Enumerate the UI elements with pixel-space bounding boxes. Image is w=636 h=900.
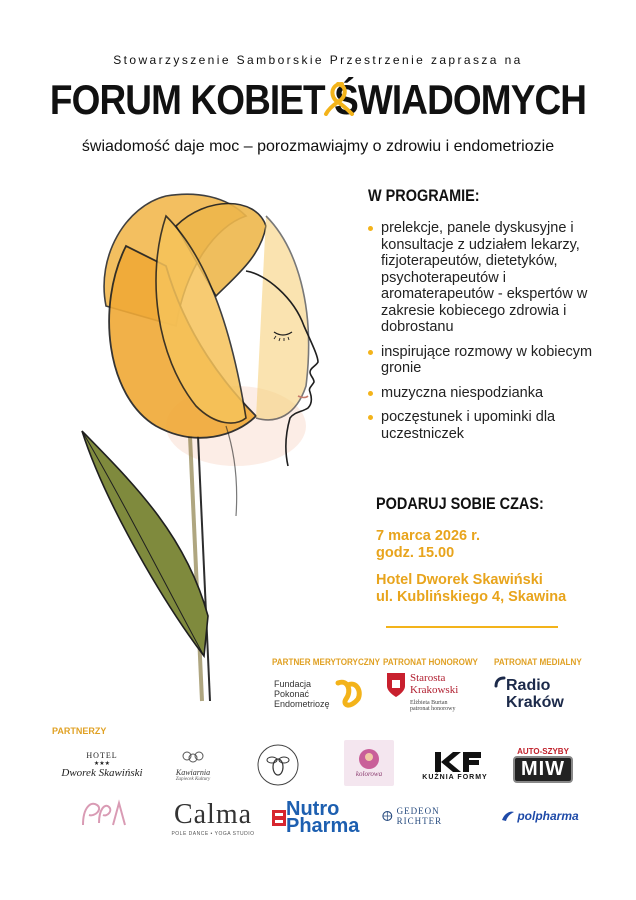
fundacja-logo — [274, 672, 364, 716]
event-heading: PODARUJ SOBIE CZAS: — [376, 494, 544, 513]
starosta-line: Krakowski — [410, 684, 459, 696]
gedeon-richter-logo — [382, 804, 478, 828]
miw-top: AUTO-SZYBY — [517, 747, 569, 756]
program-heading: W PROGRAMIE: — [368, 186, 480, 205]
kf-caption: KUŹNIA FORMY — [422, 773, 488, 781]
event-details — [376, 494, 616, 606]
hotel-name: Dworek Skawiński — [61, 767, 143, 779]
radio-line: Radio — [506, 677, 551, 694]
polpharma-name: polpharma — [517, 809, 579, 823]
hotel-stars: ★★★ — [93, 761, 111, 767]
event-time: godz. 15.00 — [376, 545, 455, 561]
program-section — [368, 186, 618, 450]
ambasada-logo — [248, 740, 308, 790]
gedeon-name: GEDEON RICHTER — [396, 806, 443, 826]
flower-icon — [181, 748, 205, 768]
auto-szyby-miw-logo — [510, 744, 576, 786]
portrait-icon — [358, 748, 380, 770]
program-item: poczęstunek i upominki dla uczestniczek — [368, 409, 618, 442]
nutropharma-logo — [272, 798, 364, 838]
quote-mark-icon — [494, 676, 506, 690]
nutro-mark-icon — [272, 810, 286, 826]
polpharma-logo — [494, 804, 586, 828]
program-item: prelekcje, panele dyskusyjne i konsultacje z udziałem lekarzy, fizjoterapeutów, dietetyków, psychoterapeutów i aromaterapeutów - ekspertów w zakresie kobiecego zdrowia i dobrostanu — [368, 220, 618, 336]
heart-ribbon-icon — [332, 677, 362, 711]
kuznia-formy-logo — [420, 744, 490, 786]
pink-script-logo — [70, 792, 140, 838]
kolorowa-logo — [344, 740, 394, 786]
script-mark-icon — [75, 795, 135, 835]
globe-icon — [382, 810, 393, 822]
category-media-label: PATRONAT MEDIALNY — [494, 657, 582, 667]
nutro-line: Nutro — [286, 798, 340, 820]
starosta-line: Starosta — [410, 672, 446, 684]
kawiarnia-tagline: Zapiecek Kultury — [175, 777, 211, 782]
category-honorary-label: PATRONAT HONOROWY — [383, 657, 478, 667]
hotel-dworek-logo — [52, 740, 152, 790]
event-title — [38, 76, 598, 124]
nutro-line: Pharma — [286, 815, 360, 837]
starosta-logo — [386, 672, 486, 716]
radio-line: Kraków — [506, 694, 564, 711]
awareness-ribbon-icon — [322, 80, 356, 116]
kf-mark-icon — [427, 750, 483, 774]
program-item: muzyczna niespodzianka — [368, 385, 618, 402]
calma-name: Calma — [173, 799, 253, 830]
miw-text: MIW — [520, 758, 566, 780]
divider — [386, 626, 558, 628]
event-venue: Hotel Dworek Skawiński — [376, 572, 543, 588]
title-part-2: ŚWIADOMYCH — [334, 76, 587, 123]
event-date: 7 marca 2026 r. — [376, 528, 481, 544]
swoosh-icon — [501, 810, 515, 822]
bee-icon — [255, 742, 301, 788]
fundacja-line: Pokonać — [274, 689, 310, 699]
hotel-line: HOTEL — [86, 751, 118, 760]
fundacja-line: Endometriozę — [274, 699, 330, 709]
title-part-1: FORUM KOBIET — [49, 76, 335, 123]
calma-caption: POLE DANCE • YOGA STUDIO — [171, 831, 255, 837]
kawiarnia-name: Kawiarnia — [175, 768, 211, 777]
starosta-note: patronat honorowy — [410, 706, 456, 712]
tulip-woman-illustration — [66, 186, 366, 706]
category-partner-label: PARTNER MERYTORYCZNY — [272, 657, 381, 667]
starosta-note: Elżbieta Burtan — [410, 700, 448, 706]
kolorowa-name: kolorowa — [355, 770, 383, 778]
event-subtitle: świadomość daje moc – porozmawiajmy o zdrowiu i endometriozie — [81, 138, 555, 155]
program-list — [368, 220, 618, 442]
calma-logo — [168, 795, 258, 841]
category-partners-label: PARTNERZY — [52, 726, 107, 736]
event-info — [376, 528, 616, 606]
radio-krakow-logo — [494, 672, 584, 716]
coat-of-arms-icon — [386, 672, 406, 698]
event-address: ul. Kublińskiego 4, Skawina — [376, 589, 567, 605]
program-item: inspirujące rozmowy w kobiecym gronie — [368, 344, 618, 377]
fundacja-line: Fundacja — [274, 679, 312, 689]
kawiarnia-logo — [160, 740, 226, 790]
organizer-kicker: Stowarzyszenie Samborskie Przestrzenie zaprasza na — [113, 53, 523, 67]
